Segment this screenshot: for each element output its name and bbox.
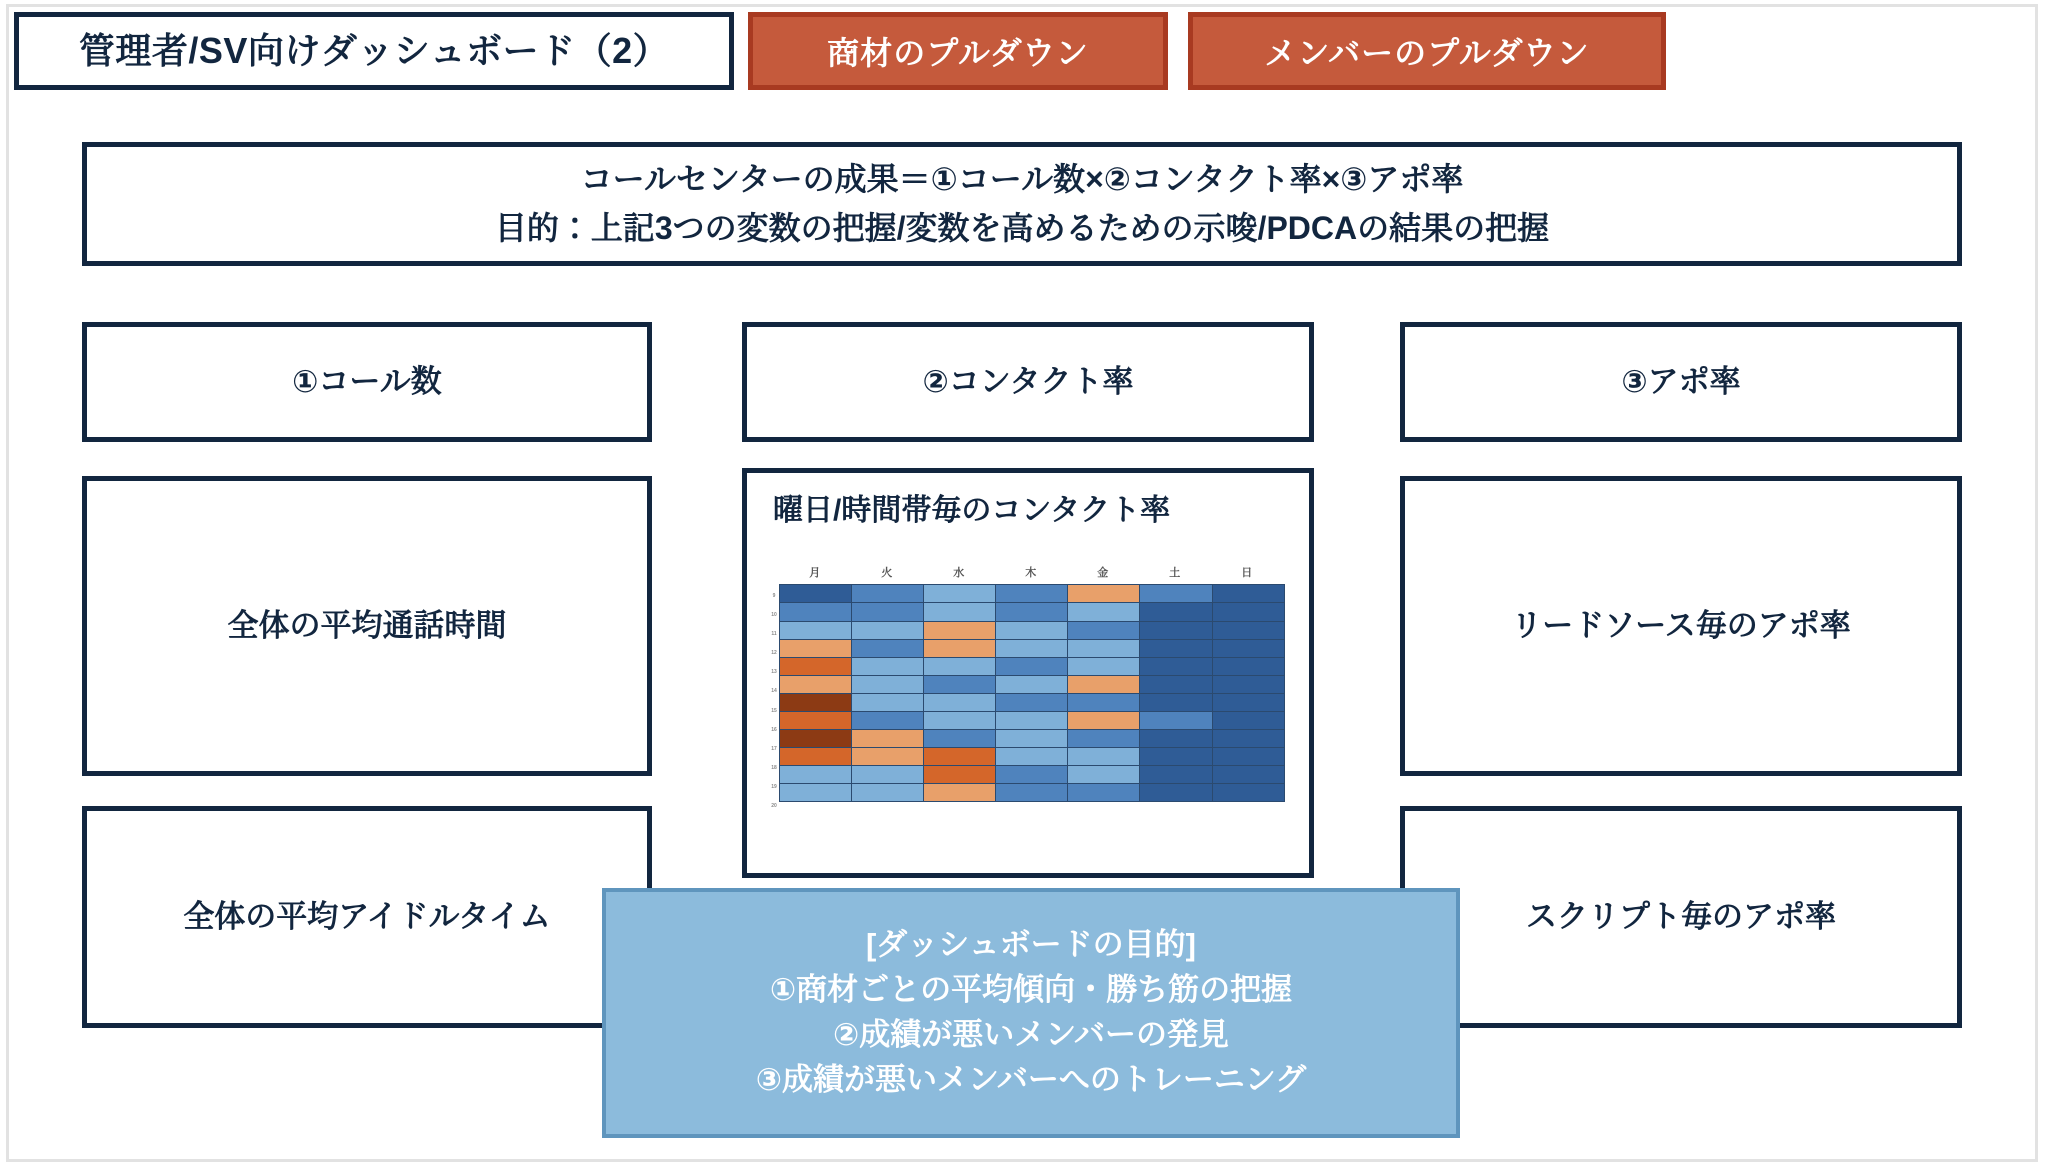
heatmap-y-axis-labels	[771, 566, 777, 810]
heatmap-cell	[852, 748, 923, 765]
heatmap-cell	[996, 712, 1067, 729]
heatmap-cell	[1213, 585, 1284, 602]
heatmap-cell	[1213, 622, 1284, 639]
metric-header-contact-rate	[742, 322, 1314, 442]
heatmap-cell	[1140, 603, 1211, 620]
callout-item-1: ①商材ごとの平均傾向・勝ち筋の把握	[769, 972, 1293, 1008]
heatmap-day-label: 日	[1241, 566, 1253, 579]
heatmap-cell	[1140, 712, 1211, 729]
heatmap-cell	[996, 585, 1067, 602]
page-title-text: 管理者/SV向けダッシュボード（2）	[78, 29, 670, 71]
heatmap-cell	[1140, 622, 1211, 639]
heatmap-cell	[780, 603, 851, 620]
heatmap-cell	[780, 730, 851, 747]
heatmap-cell	[924, 712, 995, 729]
heatmap-cell	[996, 766, 1067, 783]
heatmap-day-label: 土	[1169, 566, 1181, 579]
heatmap-day-label: 金	[1097, 566, 1109, 579]
heatmap-cell	[1140, 658, 1211, 675]
heatmap-cell	[996, 748, 1067, 765]
heatmap-time-label: 11	[771, 630, 777, 637]
heatmap-time-label: 9	[772, 592, 776, 599]
heatmap-cell	[1213, 748, 1284, 765]
heatmap-title: 曜日/時間帯毎のコンタクト率	[773, 494, 1171, 527]
heatmap-cell	[780, 622, 851, 639]
purpose-banner	[82, 142, 1962, 266]
metric-header-call-count-label: ①コール数	[292, 364, 442, 400]
heatmap-cell	[924, 658, 995, 675]
heatmap-cell	[996, 784, 1067, 801]
heatmap-day-label: 月	[809, 566, 821, 579]
card-appointment-rate-by-script	[1400, 806, 1962, 1028]
heatmap-cell	[852, 640, 923, 657]
heatmap-cell	[1068, 603, 1139, 620]
heatmap-time-label: 17	[771, 745, 777, 752]
heatmap-time-label: 10	[771, 611, 777, 618]
heatmap-cell	[924, 676, 995, 693]
heatmap-day-column	[996, 585, 1067, 801]
heatmap-cell	[852, 658, 923, 675]
heatmap-time-label: 20	[771, 803, 777, 810]
heatmap-cell	[1213, 730, 1284, 747]
heatmap-cell	[924, 640, 995, 657]
heatmap-time-label: 12	[771, 650, 777, 657]
heatmap-day-label: 水	[953, 566, 965, 579]
heatmap-time-label: 16	[771, 726, 777, 733]
heatmap-cell	[924, 784, 995, 801]
heatmap-cell	[924, 622, 995, 639]
heatmap-cell	[852, 694, 923, 711]
heatmap-cell	[852, 585, 923, 602]
heatmap-time-label: 14	[771, 688, 777, 695]
heatmap-day-label: 火	[881, 566, 893, 579]
callout-item-2: ②成績が悪いメンバーの発見	[832, 1017, 1230, 1052]
heatmap-cell	[1140, 730, 1211, 747]
heatmap-cell	[1213, 766, 1284, 783]
heatmap-cell	[780, 766, 851, 783]
heatmap-cell	[1068, 730, 1139, 747]
heatmap-cell	[1068, 766, 1139, 783]
heatmap-cell	[1213, 640, 1284, 657]
heatmap-cell	[1213, 676, 1284, 693]
heatmap-time-label: 13	[771, 669, 777, 676]
metric-header-appointment-rate-label: ③アポ率	[1621, 364, 1741, 400]
heatmap-day-column	[924, 585, 995, 801]
heatmap-cell	[1213, 784, 1284, 801]
metric-header-contact-rate-label: ②コンタクト率	[922, 364, 1134, 400]
heatmap-cell	[852, 603, 923, 620]
heatmap-day-column	[1140, 585, 1211, 801]
heatmap-cell	[780, 640, 851, 657]
heatmap-cell	[996, 640, 1067, 657]
heatmap-cell	[852, 712, 923, 729]
member-dropdown[interactable]	[1188, 12, 1666, 90]
heatmap-day-column	[1068, 585, 1139, 801]
heatmap-cell	[1068, 748, 1139, 765]
heatmap-grid	[779, 584, 1285, 802]
member-dropdown-label: メンバーのプルダウン	[1264, 35, 1590, 71]
dashboard-purpose-callout	[602, 888, 1460, 1138]
heatmap-cell	[1140, 585, 1211, 602]
heatmap-cell	[996, 730, 1067, 747]
heatmap-cell	[852, 730, 923, 747]
heatmap-cell	[780, 676, 851, 693]
heatmap-x-axis-labels	[779, 566, 1283, 581]
heatmap-cell	[852, 784, 923, 801]
heatmap-cell	[996, 603, 1067, 620]
heatmap-day-column	[852, 585, 923, 801]
heatmap-cell	[1140, 640, 1211, 657]
purpose-objective-text: 目的：上記3つの変数の把握/変数を高めるための示唆/PDCAの結果の把握	[494, 210, 1550, 246]
metric-header-call-count	[82, 322, 652, 442]
heatmap-cell	[1140, 784, 1211, 801]
card-appointment-rate-by-lead-source	[1400, 476, 1962, 776]
heatmap-cell	[924, 585, 995, 602]
heatmap-cell	[1068, 712, 1139, 729]
heatmap-cell	[996, 676, 1067, 693]
heatmap-cell	[996, 622, 1067, 639]
heatmap-time-label: 18	[771, 765, 777, 772]
product-dropdown-label: 商材のプルダウン	[827, 35, 1089, 71]
heatmap-cell	[780, 712, 851, 729]
card-appointment-rate-by-lead-source-label: リードソース毎のアポ率	[1511, 608, 1851, 644]
heatmap-cell	[924, 603, 995, 620]
card-average-talk-time-label: 全体の平均通話時間	[227, 608, 507, 644]
heatmap-cell	[1068, 694, 1139, 711]
callout-heading: [ダッシュボードの目的]	[865, 927, 1197, 963]
heatmap-cell	[852, 676, 923, 693]
heatmap-day-column	[1213, 585, 1284, 801]
heatmap-cell	[1213, 658, 1284, 675]
heatmap-cell	[1068, 640, 1139, 657]
heatmap-time-label: 15	[771, 707, 777, 714]
product-dropdown[interactable]	[748, 12, 1168, 90]
heatmap-cell	[924, 694, 995, 711]
card-contact-rate-heatmap	[742, 468, 1314, 878]
heatmap-cell	[780, 694, 851, 711]
heatmap-cell	[1213, 712, 1284, 729]
heatmap-cell	[780, 784, 851, 801]
heatmap-time-label: 19	[771, 784, 777, 791]
heatmap-cell	[1213, 694, 1284, 711]
heatmap-cell	[1140, 676, 1211, 693]
heatmap-cell	[1140, 694, 1211, 711]
heatmap-cell	[924, 730, 995, 747]
heatmap-plot-area	[779, 566, 1285, 803]
heatmap-cell	[780, 585, 851, 602]
card-average-idle-time-label: 全体の平均アイドルタイム	[183, 899, 551, 935]
heatmap-cell	[1068, 676, 1139, 693]
heatmap-cell	[780, 748, 851, 765]
heatmap-cell	[996, 694, 1067, 711]
metric-header-appointment-rate	[1400, 322, 1962, 442]
heatmap-cell	[852, 766, 923, 783]
heatmap-cell	[924, 766, 995, 783]
heatmap-cell	[1068, 784, 1139, 801]
card-appointment-rate-by-script-label: スクリプト毎のアポ率	[1526, 899, 1836, 935]
heatmap-cell	[780, 658, 851, 675]
card-average-idle-time	[82, 806, 652, 1028]
heatmap-cell	[924, 748, 995, 765]
card-average-talk-time	[82, 476, 652, 776]
heatmap-cell	[1068, 585, 1139, 602]
heatmap-cell	[852, 622, 923, 639]
heatmap-cell	[1213, 603, 1284, 620]
heatmap-day-column	[780, 585, 851, 801]
page-title	[14, 12, 734, 90]
heatmap-cell	[1068, 622, 1139, 639]
heatmap-cell	[996, 658, 1067, 675]
heatmap-cell	[1140, 748, 1211, 765]
heatmap-day-label: 木	[1025, 566, 1037, 579]
heatmap-cell	[1140, 766, 1211, 783]
purpose-formula-text: コールセンターの成果＝①コール数×②コンタクト率×③アポ率	[580, 160, 1464, 197]
callout-item-3: ③成績が悪いメンバーへのトレーニング	[755, 1061, 1307, 1097]
heatmap-widget	[763, 566, 1293, 810]
heatmap-cell	[1068, 658, 1139, 675]
